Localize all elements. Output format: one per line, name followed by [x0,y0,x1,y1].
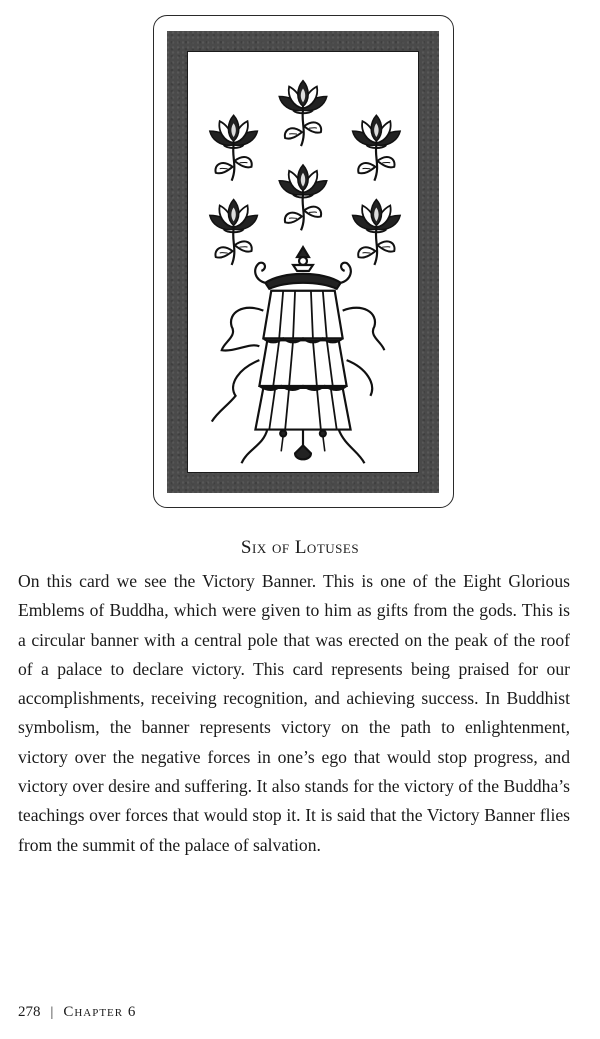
lotus-icon [353,115,401,180]
victory-banner-icon [212,247,384,463]
chapter-label: Chapter 6 [63,1004,137,1020]
footer-separator: | [50,1004,54,1020]
page-number: 278 [18,1004,41,1020]
lotus-icon [210,115,258,180]
page-footer [18,1004,136,1021]
card-description: On this card we see the Victory Banner. This is one of the Eight Glorious Emblems of Buddha, which were given to him as gifts from the gods. This is a circular banner with a central pole that was erected on the peak of the roof of a palace to declare victory. This card represents being praised for our accomplishments, receiving recognition, and achieving success. In Buddhist symbolism, the banner represents victory on the path to enlightenment, victory over the negative forces in one’s ego that would stop progress, and victory over desire and suffering. It also stands for the victory of the Buddha’s teachings over forces that would stop it. It is said that the Victory Banner flies from the summit of the palace of salvation. [18,571,570,855]
card-border [167,31,439,493]
card-title: Six of Lotuses [240,537,360,558]
lotus-icon [353,200,401,265]
lotus-icon [279,165,327,230]
card-illustration-panel [187,51,419,473]
card-illustration [188,52,418,472]
lotus-icon [279,81,327,146]
tarot-card [153,15,454,508]
lotus-icon [210,200,258,265]
